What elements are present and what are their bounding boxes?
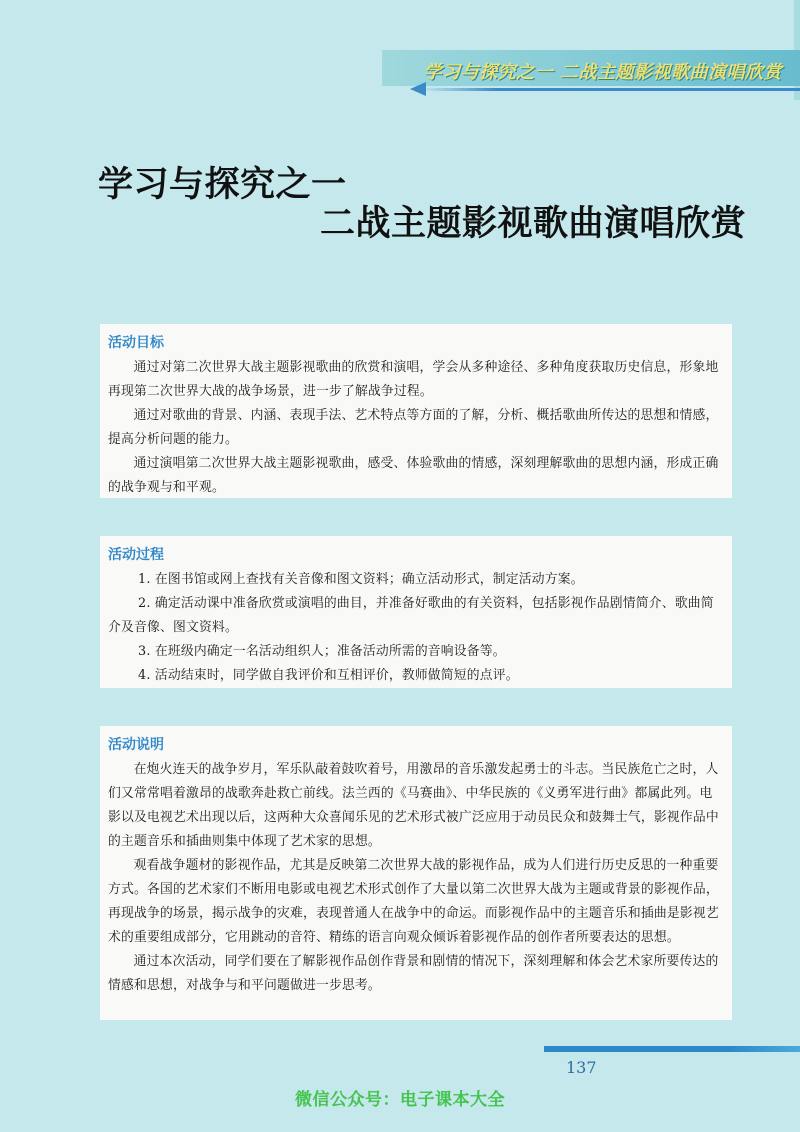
- activity-notes-paragraph: 通过本次活动，同学们要在了解影视作品创作背景和剧情的情况下，深刻理解和体会艺术家所要传达的情感和思想，对战争与和平问题做进一步思考。: [108, 954, 719, 993]
- header-divider: [420, 88, 800, 91]
- activity-process-card: [100, 536, 732, 688]
- activity-goal-card: [100, 324, 732, 498]
- footer-watermark-text: 微信公众号：电子课本大全: [295, 1090, 505, 1110]
- header-title: 学习与探究之一 二战主题影视歌曲演唱欣赏: [423, 62, 782, 83]
- activity-goal-paragraph: 通过演唱第二次世界大战主题影视歌曲，感受、体验歌曲的情感，深刻理解歌曲的思想内涵，形成正确的战争观与和平观。: [108, 456, 719, 495]
- activity-process-item: 3. 在班级内确定一名活动组织人；准备活动所需的音响设备等。: [138, 644, 506, 659]
- activity-process-heading: 活动过程: [108, 547, 164, 563]
- activity-notes-paragraph: 观看战争题材的影视作品，尤其是反映第二次世界大战的影视作品，成为人们进行历史反思的一种重要方式。各国的艺术家们不断用电影或电视艺术形式创作了大量以第二次世界大战为主题或背景的影视作品，再现战争的场景，揭示战争的灾难，表现普通人在战争中的命运。而影视作品中的主题音乐和插曲是影视艺术的重要组成部分，它用跳动的音符、精练的语言向观众倾诉着影视作品的创作者所要表达的思想。: [108, 858, 719, 945]
- page-title-line-1: 学习与探究之一: [98, 165, 347, 205]
- activity-goal-paragraph: 通过对第二次世界大战主题影视歌曲的欣赏和演唱，学会从多种途径、多种角度获取历史信息，形象地再现第二次世界大战的战争场景，进一步了解战争过程。: [108, 360, 719, 399]
- activity-process-item: 4. 活动结束时，同学做自我评价和互相评价，教师做简短的点评。: [138, 668, 519, 683]
- footer-divider: [544, 1046, 800, 1052]
- activity-goal-heading: 活动目标: [108, 335, 164, 351]
- activity-process-item: 1. 在图书馆或网上查找有关音像和图文资料；确立活动形式，制定活动方案。: [138, 572, 584, 587]
- page-title-line-2: 二战主题影视歌曲演唱欣赏: [320, 204, 747, 244]
- activity-notes-paragraph: 在炮火连天的战争岁月，军乐队敲着鼓吹着号，用激昂的音乐激发起勇士的斗志。当民族危亡之时，人们又常常唱着激昂的战歌奔赴救亡前线。法兰西的《马赛曲》、中华民族的《义勇军进行曲》都属此列。电影以及电视艺术出现以后，这两种大众喜闻乐见的艺术形式被广泛应用于动员民众和鼓舞士气，影视作品中的主题音乐和插曲则集中体现了艺术家的思想。: [108, 762, 719, 849]
- page-number: 137: [566, 1058, 597, 1077]
- activity-notes-heading: 活动说明: [108, 737, 164, 753]
- activity-goal-paragraph: 通过对歌曲的背景、内涵、表现手法、艺术特点等方面的了解，分析、概括歌曲所传达的思想和情感，提高分析问题的能力。: [108, 408, 719, 447]
- activity-notes-card: [100, 726, 732, 1020]
- activity-process-item: 2. 确定活动课中准备欣赏或演唱的曲目，并准备好歌曲的有关资料，包括影视作品剧情简介、歌曲简介及音像、图文资料。: [108, 596, 714, 635]
